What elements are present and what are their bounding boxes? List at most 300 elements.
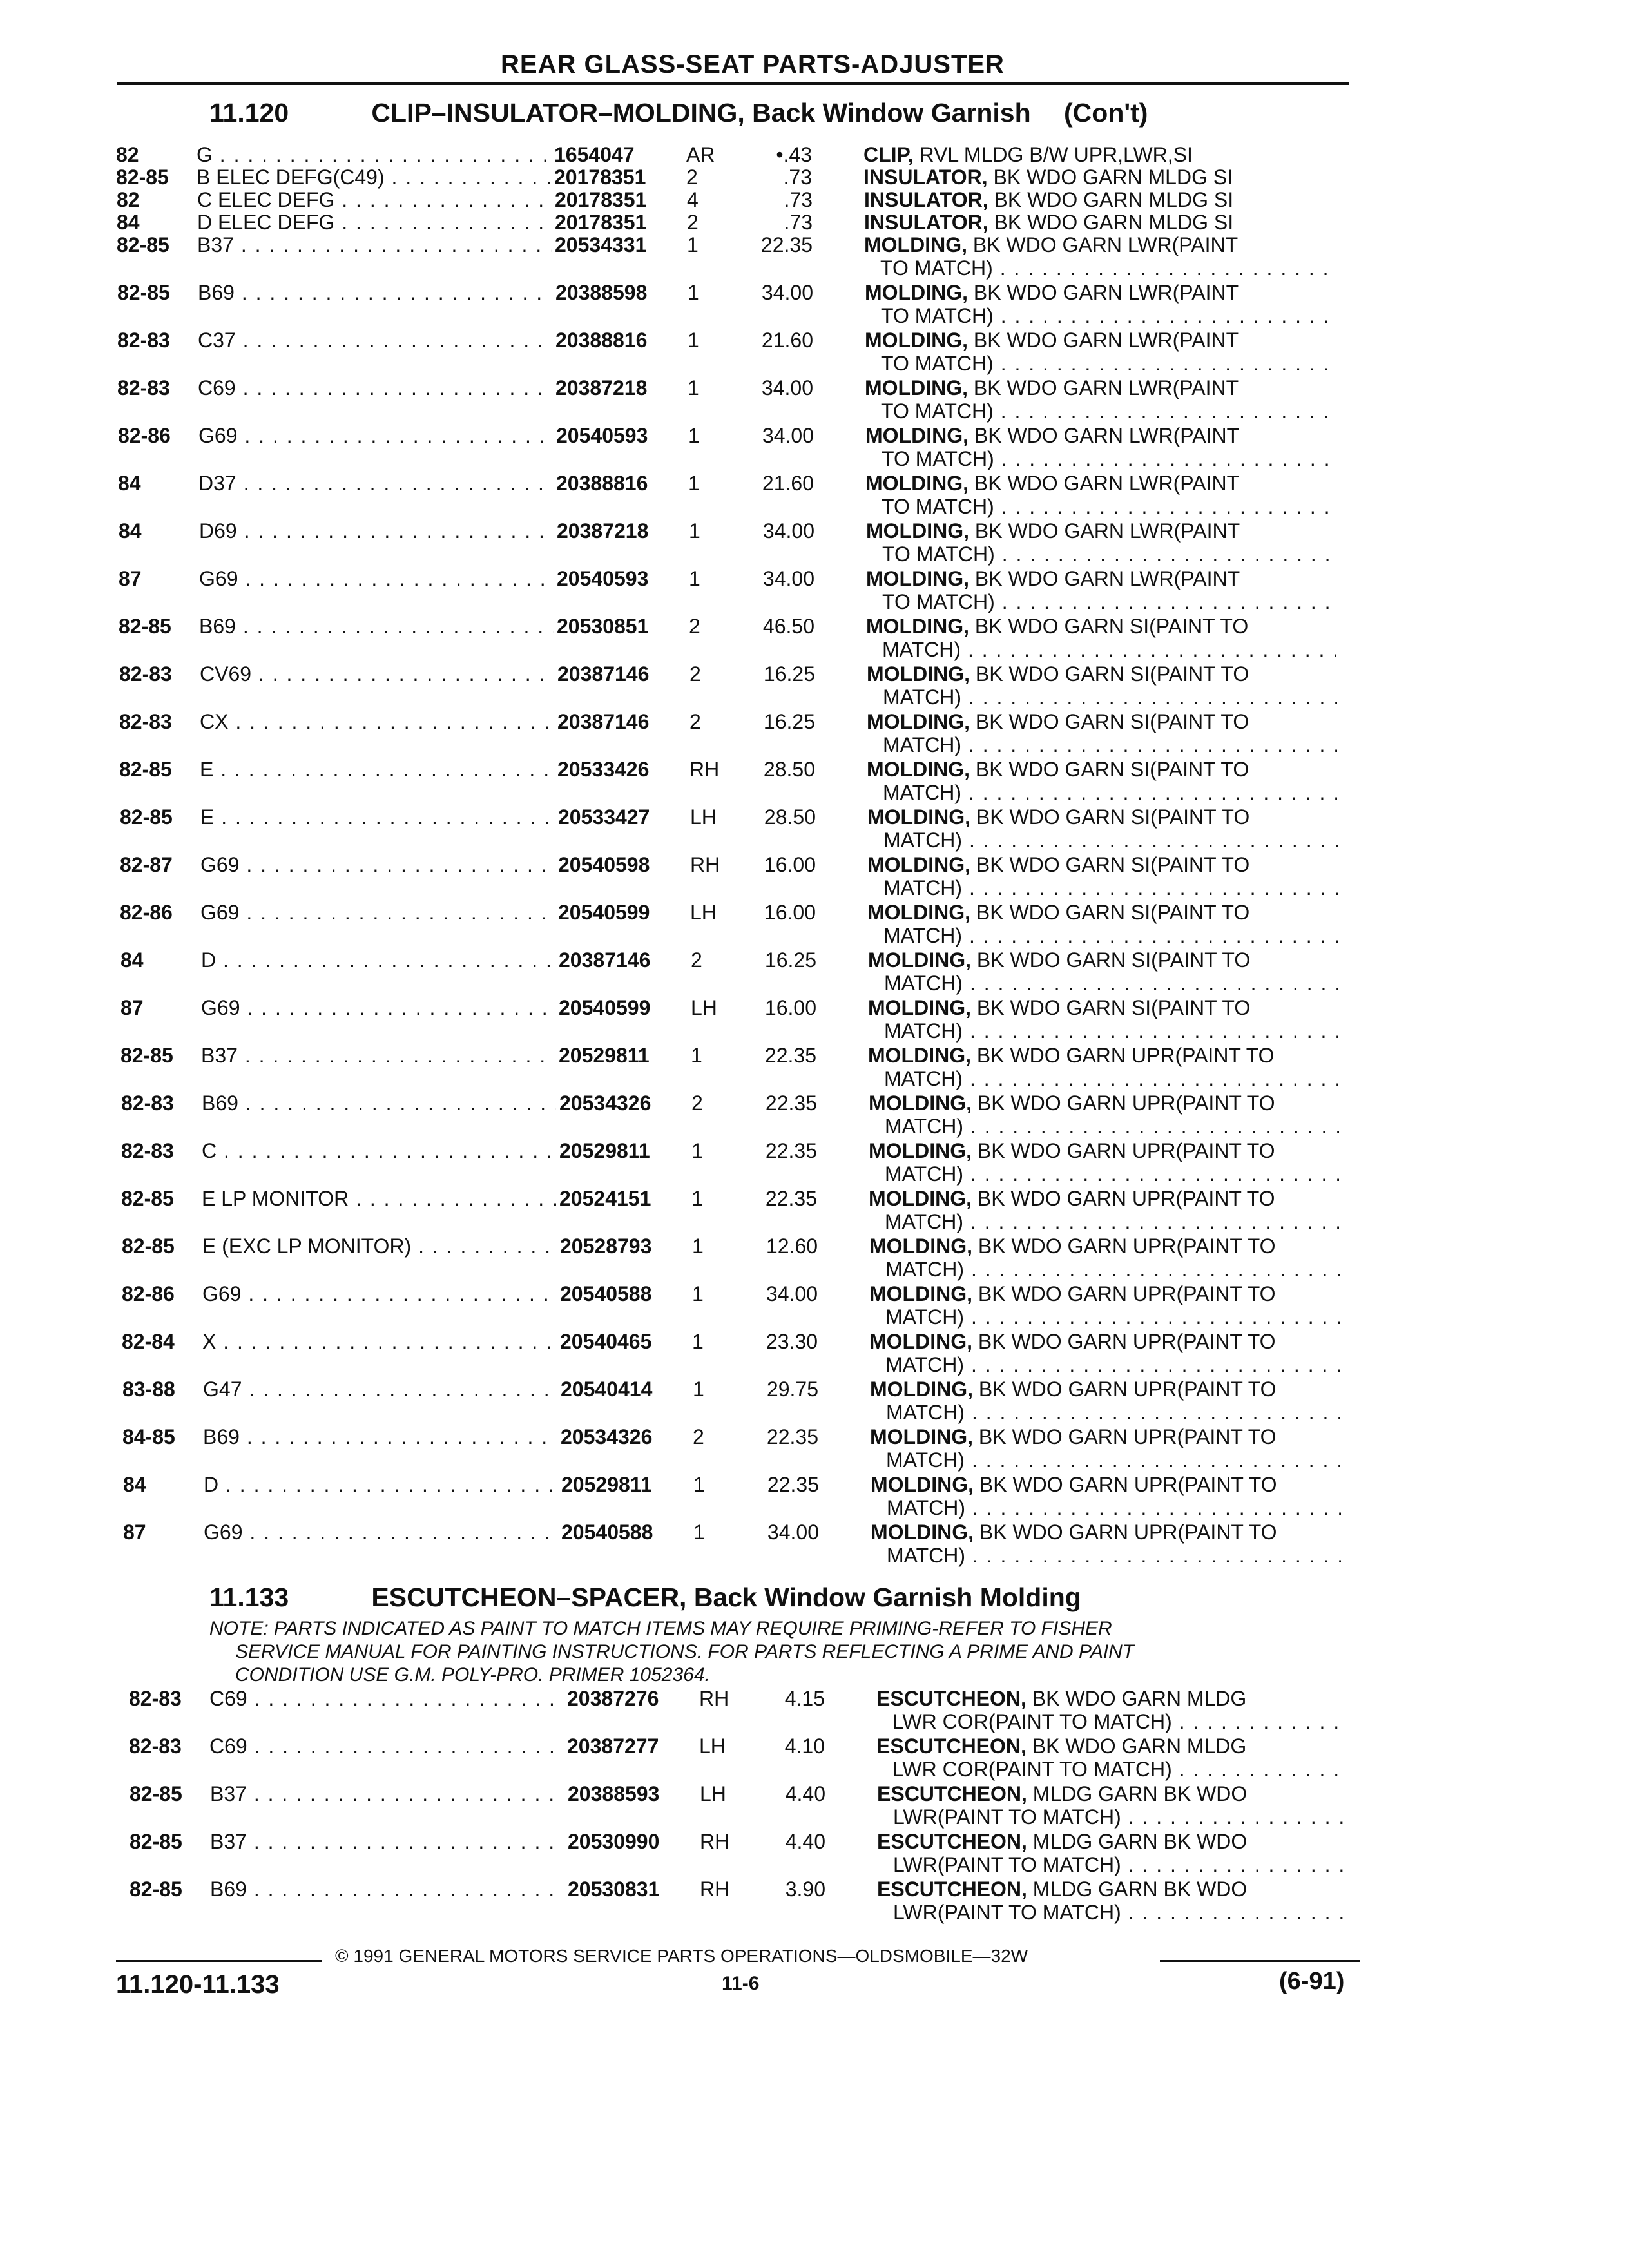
continued-text: MATCH) (885, 1210, 964, 1233)
quantity: RH (699, 1687, 729, 1710)
continued-text: MATCH) (884, 1067, 963, 1090)
part-name: MOLDING, (867, 901, 970, 924)
part-number: 20387218 (557, 519, 649, 543)
part-detail-continued (869, 1115, 1339, 1138)
footer-rule-right (1160, 1960, 1360, 1962)
year-range: 84 (119, 519, 142, 543)
price: 16.25 (763, 662, 815, 686)
part-detail: BK WDO GARN UPR(PAINT TO (973, 1473, 1277, 1496)
part-detail: BK WDO GARN SI(PAINT TO (969, 758, 1249, 781)
part-description (871, 1473, 1341, 1519)
quantity: 1 (689, 519, 700, 543)
model-code (198, 329, 552, 352)
part-detail-continued (866, 543, 1336, 566)
part-number: 20388816 (556, 472, 648, 495)
part-name: ESCUTCHEON, (877, 1782, 1027, 1805)
part-name: CLIP, (863, 143, 914, 166)
part-name: MOLDING, (865, 424, 969, 447)
part-detail-continued (877, 1901, 1347, 1924)
part-name: MOLDING, (870, 1425, 973, 1448)
part-detail: BK WDO GARN UPR(PAINT TO (971, 1187, 1275, 1210)
header-rule (117, 82, 1349, 85)
price: 22.35 (766, 1425, 818, 1448)
model-code (200, 710, 554, 734)
model-code (198, 376, 552, 400)
model-code (204, 1473, 558, 1497)
part-detail-continued (869, 1258, 1340, 1281)
part-detail: MLDG GARN BK WDO (1027, 1782, 1248, 1805)
table-row (117, 281, 1361, 329)
part-detail: BK WDO GARN UPR(PAINT TO (972, 1425, 1277, 1448)
part-name: MOLDING, (865, 329, 968, 352)
year-range: 82-83 (119, 710, 172, 733)
continued-text: TO MATCH) (882, 447, 994, 470)
part-description (868, 1044, 1338, 1090)
continued-text: LWR(PAINT TO MATCH) (893, 1853, 1121, 1876)
price: 4.10 (784, 1735, 825, 1758)
model-text: B37 (210, 1830, 247, 1853)
part-description (864, 211, 1335, 234)
model-text: B69 (198, 281, 235, 304)
price: 12.60 (766, 1235, 818, 1258)
part-number: 20540599 (559, 996, 651, 1019)
part-name: MOLDING, (869, 1282, 972, 1305)
part-number: 20528793 (560, 1235, 652, 1258)
model-text: B ELEC DEFG(C49) (197, 166, 385, 189)
model-code (200, 805, 555, 829)
continued-text: TO MATCH) (881, 399, 994, 423)
price: 28.50 (764, 805, 816, 829)
table-row (120, 853, 1364, 901)
continued-text: MATCH) (883, 686, 962, 709)
part-detail: BK WDO GARN SI(PAINT TO (970, 996, 1251, 1019)
price: .73 (783, 166, 812, 189)
year-range: 82-83 (121, 1139, 174, 1162)
part-number: 20178351 (555, 211, 647, 234)
part-detail-continued (865, 304, 1335, 327)
part-detail-continued (869, 1162, 1339, 1186)
part-name: MOLDING, (871, 1473, 974, 1496)
quantity: 1 (693, 1378, 704, 1401)
quantity: LH (700, 1782, 726, 1805)
continued-text: MATCH) (883, 876, 963, 899)
part-description (867, 710, 1337, 756)
quantity: 4 (687, 188, 699, 211)
part-detail-continued (867, 876, 1338, 899)
part-description (870, 1378, 1340, 1424)
part-detail-continued (865, 399, 1335, 423)
table-row (119, 615, 1362, 662)
part-number: 20540599 (558, 901, 650, 924)
part-detail: BK WDO GARN MLDG SI (988, 188, 1234, 211)
part-description (865, 424, 1336, 470)
part-detail-continued (868, 1019, 1338, 1043)
quantity: RH (689, 758, 720, 781)
quantity: 1 (688, 424, 700, 447)
section-name: ESCUTCHEON–SPACER, Back Window Garnish Molding (371, 1582, 1081, 1612)
part-description (867, 805, 1338, 852)
price: 16.25 (764, 948, 816, 972)
model-text: C69 (209, 1735, 247, 1758)
continued-text: TO MATCH) (881, 304, 994, 327)
part-number: 20387146 (557, 710, 650, 733)
model-code (198, 472, 553, 495)
year-range: 82-85 (122, 1235, 175, 1258)
part-number: 20387276 (567, 1687, 659, 1710)
model-text: C37 (198, 329, 236, 352)
quantity: RH (700, 1878, 730, 1901)
price: 4.15 (784, 1687, 825, 1710)
year-range: 82-85 (120, 1044, 173, 1067)
part-detail: BK WDO GARN MLDG SI (988, 211, 1234, 234)
part-number: 20388593 (568, 1782, 660, 1805)
part-description (865, 472, 1336, 518)
price: 22.35 (765, 1187, 817, 1210)
table-row (120, 948, 1364, 996)
table-row (120, 901, 1364, 948)
table-row (122, 1235, 1365, 1282)
part-name: MOLDING, (865, 376, 968, 399)
part-detail: BK WDO GARN SI(PAINT TO (969, 615, 1249, 638)
part-detail-continued (870, 1448, 1340, 1472)
model-code (198, 424, 553, 448)
part-detail: MLDG GARN BK WDO (1027, 1830, 1248, 1853)
part-detail-continued (877, 1853, 1347, 1876)
part-number: 20533426 (557, 758, 650, 781)
part-name: MOLDING, (868, 996, 971, 1019)
price: 22.35 (765, 1139, 817, 1162)
price: 16.00 (764, 996, 816, 1019)
model-text: G69 (198, 424, 238, 447)
model-text: E LP MONITOR (202, 1187, 349, 1210)
quantity: 1 (688, 329, 699, 352)
model-text: CX (200, 710, 229, 733)
year-range: 84 (117, 211, 140, 234)
part-number: 20387146 (559, 948, 651, 972)
price: 34.00 (761, 281, 813, 304)
part-name: INSULATOR, (864, 188, 988, 211)
section-suffix: (Con't) (1064, 98, 1148, 128)
price: 22.35 (765, 1091, 817, 1115)
part-name: MOLDING, (866, 519, 969, 543)
part-number: 20534326 (559, 1091, 651, 1115)
model-text: D (204, 1473, 219, 1496)
year-range: 82 (117, 188, 140, 211)
part-number: 20540588 (560, 1282, 652, 1305)
note-line: CONDITION USE G.M. POLY-PRO. PRIMER 1052364. (235, 1664, 710, 1686)
part-description (863, 166, 1334, 189)
model-code (200, 853, 555, 877)
model-code (202, 1091, 556, 1115)
year-range: 82-84 (122, 1330, 175, 1353)
price: 34.00 (766, 1282, 818, 1305)
part-detail-continued (869, 1305, 1340, 1329)
table-row (123, 1473, 1367, 1521)
part-detail: BK WDO GARN LWR(PAINT (967, 281, 1239, 304)
part-detail-continued (871, 1544, 1341, 1567)
part-detail-continued (867, 829, 1338, 852)
table-row (129, 1687, 1373, 1735)
price: .73 (784, 211, 813, 234)
part-detail-continued (865, 495, 1336, 518)
year-range: 84 (118, 472, 141, 495)
part-number: 20530851 (557, 615, 649, 638)
price: 22.35 (767, 1473, 819, 1496)
table-row (119, 567, 1362, 615)
part-description (867, 853, 1338, 899)
part-detail: BK WDO GARN UPR(PAINT TO (970, 1044, 1275, 1067)
model-code (197, 233, 552, 257)
quantity: 2 (689, 615, 700, 638)
part-name: MOLDING, (866, 615, 969, 638)
part-number: 20529811 (559, 1044, 650, 1067)
part-detail-continued (876, 1710, 1347, 1733)
year-range: 87 (120, 996, 144, 1019)
part-name: INSULATOR, (864, 211, 988, 234)
quantity: RH (690, 853, 720, 876)
part-name: MOLDING, (869, 1139, 972, 1162)
part-number: 20178351 (555, 188, 647, 211)
part-detail-continued (867, 924, 1338, 947)
model-code (202, 1330, 557, 1354)
quantity: 1 (691, 1139, 703, 1162)
year-range: 82-86 (122, 1282, 175, 1305)
year-range: 82-86 (118, 424, 171, 447)
part-description (866, 519, 1336, 566)
model-text: G69 (199, 567, 238, 590)
quantity: 1 (692, 1330, 704, 1353)
part-description (867, 662, 1337, 709)
section-number: 11.120 (209, 98, 289, 128)
part-detail-continued (871, 1496, 1341, 1519)
model-code (200, 662, 554, 686)
continued-text: LWR COR(PAINT TO MATCH) (892, 1758, 1172, 1781)
model-text: D (201, 948, 217, 972)
model-text: C (202, 1139, 217, 1162)
continued-text: MATCH) (886, 1401, 965, 1424)
part-description (869, 1187, 1339, 1233)
year-range: 82-83 (119, 662, 172, 686)
price: •.43 (776, 143, 812, 166)
table-row (117, 329, 1361, 376)
quantity: LH (690, 901, 717, 924)
model-code (202, 1187, 556, 1211)
table-row (123, 1521, 1367, 1568)
quantity: 1 (688, 472, 700, 495)
model-text: C69 (209, 1687, 247, 1710)
paint-note (209, 1617, 1344, 1687)
part-number: 20540414 (561, 1378, 653, 1401)
year-range: 82-85 (117, 281, 170, 304)
quantity: 1 (688, 281, 699, 304)
part-name: MOLDING, (866, 567, 969, 590)
price: 29.75 (766, 1378, 818, 1401)
year-range: 82-85 (116, 166, 169, 189)
continued-text: MATCH) (886, 1448, 965, 1472)
table-row (130, 1878, 1373, 1925)
quantity: 1 (693, 1521, 705, 1544)
year-range: 82-85 (120, 805, 173, 829)
model-text: G (197, 143, 213, 166)
year-range: 82-85 (119, 758, 172, 781)
part-number: 20387146 (557, 662, 650, 686)
page-number: 11-6 (722, 1973, 760, 1994)
table-row (121, 1187, 1365, 1235)
model-code (198, 281, 552, 305)
part-detail: BK WDO GARN LWR(PAINT (969, 567, 1240, 590)
year-range: 82-86 (120, 901, 173, 924)
continued-text: MATCH) (885, 1162, 964, 1186)
part-number: 20534326 (561, 1425, 653, 1448)
footer-rule-left (116, 1960, 322, 1962)
model-code (199, 519, 554, 543)
continued-text: MATCH) (882, 638, 961, 661)
part-detail: BK WDO GARN SI(PAINT TO (970, 805, 1250, 829)
part-number: 20540588 (561, 1521, 653, 1544)
part-detail: BK WDO GARN UPR(PAINT TO (971, 1091, 1275, 1115)
part-detail: BK WDO GARN SI(PAINT TO (969, 662, 1249, 686)
continued-text: LWR COR(PAINT TO MATCH) (892, 1710, 1172, 1733)
part-description (869, 1139, 1339, 1186)
part-description (870, 1425, 1340, 1472)
part-detail: BK WDO GARN LWR(PAINT (969, 519, 1240, 543)
part-name: INSULATOR, (863, 166, 988, 189)
continued-text: MATCH) (883, 733, 962, 756)
price: 22.35 (760, 233, 813, 256)
price: 16.25 (763, 710, 815, 733)
part-detail-continued (870, 1401, 1340, 1424)
model-text: E (EXC LP MONITOR) (202, 1235, 412, 1258)
price: 34.00 (762, 567, 815, 590)
part-number: 20178351 (554, 166, 646, 189)
part-detail: BK WDO GARN UPR(PAINT TO (972, 1235, 1276, 1258)
part-number: 20388816 (555, 329, 648, 352)
part-name: MOLDING, (867, 853, 970, 876)
model-code (197, 166, 551, 189)
table-row (121, 1139, 1365, 1187)
part-detail: BK WDO GARN LWR(PAINT (967, 329, 1239, 352)
part-name: ESCUTCHEON, (877, 1878, 1027, 1901)
continued-text: TO MATCH) (882, 495, 994, 518)
continued-text: MATCH) (887, 1496, 966, 1519)
part-description (866, 615, 1336, 661)
table-row (119, 519, 1362, 567)
model-text: G69 (200, 901, 240, 924)
price: 34.00 (762, 424, 814, 447)
model-text: B69 (203, 1425, 240, 1448)
year-range: 82-85 (121, 1187, 174, 1210)
part-description (866, 567, 1336, 613)
part-name: MOLDING, (864, 233, 967, 256)
part-number: 20530990 (568, 1830, 660, 1853)
price: 22.35 (764, 1044, 816, 1067)
revision-date: (6-91) (1279, 1968, 1345, 1995)
continued-text: LWR(PAINT TO MATCH) (893, 1901, 1121, 1924)
note-line: NOTE: PARTS INDICATED AS PAINT TO MATCH ITEMS MAY REQUIRE PRIMING-REFER TO FISHER (209, 1618, 1112, 1639)
part-detail: BK WDO GARN UPR(PAINT TO (973, 1521, 1277, 1544)
continued-text: TO MATCH) (882, 543, 995, 566)
model-text: B37 (201, 1044, 238, 1067)
quantity: LH (690, 805, 717, 829)
model-text: G69 (200, 853, 240, 876)
part-description (871, 1521, 1341, 1567)
model-code (201, 996, 555, 1020)
part-description (877, 1830, 1347, 1876)
model-text: CV69 (200, 662, 252, 686)
year-range: 84 (123, 1473, 146, 1496)
part-name: MOLDING, (869, 1235, 972, 1258)
part-name: MOLDING, (869, 1330, 972, 1353)
part-number: 1654047 (554, 143, 635, 166)
model-code (199, 615, 554, 639)
table-row (119, 758, 1363, 805)
model-text: B69 (202, 1091, 238, 1115)
table-row (129, 1735, 1373, 1782)
year-range: 82-83 (121, 1091, 174, 1115)
year-range: 82 (116, 143, 139, 166)
part-number: 20388598 (555, 281, 648, 304)
part-description (864, 188, 1335, 211)
part-name: MOLDING, (867, 758, 970, 781)
model-text: B69 (199, 615, 236, 638)
part-detail: BK WDO GARN LWR(PAINT (967, 376, 1239, 399)
quantity: 2 (691, 948, 702, 972)
part-name: MOLDING, (867, 805, 970, 829)
table-row (122, 1282, 1365, 1330)
year-range: 82-83 (117, 329, 170, 352)
price: 3.90 (785, 1878, 825, 1901)
part-description (865, 329, 1335, 375)
part-detail: RVL MLDG B/W UPR,LWR,SI (913, 143, 1193, 166)
year-range: 84 (120, 948, 144, 972)
table-row (122, 1378, 1366, 1425)
part-number: 20387218 (555, 376, 648, 399)
price: 34.00 (761, 376, 813, 399)
part-detail-continued (865, 352, 1335, 375)
section-title-11120 (209, 98, 1148, 128)
part-description (868, 948, 1338, 995)
quantity: 2 (691, 1091, 703, 1115)
table-row (130, 1782, 1373, 1830)
part-detail: BK WDO GARN SI(PAINT TO (970, 901, 1250, 924)
quantity: 1 (688, 376, 699, 399)
quantity: 1 (687, 233, 699, 256)
continued-text: MATCH) (887, 1544, 966, 1567)
quantity: 2 (686, 166, 698, 189)
table-row (120, 1044, 1364, 1091)
part-detail-continued (866, 638, 1336, 661)
part-number: 20540598 (558, 853, 650, 876)
part-number: 20529811 (559, 1139, 650, 1162)
year-range: 82-83 (129, 1687, 182, 1710)
price: 23.30 (766, 1330, 818, 1353)
model-text: D ELEC DEFG (197, 211, 335, 234)
continued-text: MATCH) (885, 1258, 965, 1281)
page-title: REAR GLASS-SEAT PARTS-ADJUSTER (501, 50, 1005, 79)
part-detail-continued (869, 1210, 1339, 1233)
model-text: G69 (204, 1521, 243, 1544)
model-text: X (202, 1330, 217, 1353)
year-range: 82-83 (129, 1735, 182, 1758)
table-row (119, 710, 1363, 758)
model-code (210, 1830, 564, 1854)
part-description (868, 996, 1338, 1043)
model-text: D69 (199, 519, 237, 543)
table-row (119, 662, 1363, 710)
part-detail: BK WDO GARN SI(PAINT TO (970, 948, 1251, 972)
table-row (117, 233, 1360, 281)
section-title-11133 (209, 1582, 1081, 1613)
